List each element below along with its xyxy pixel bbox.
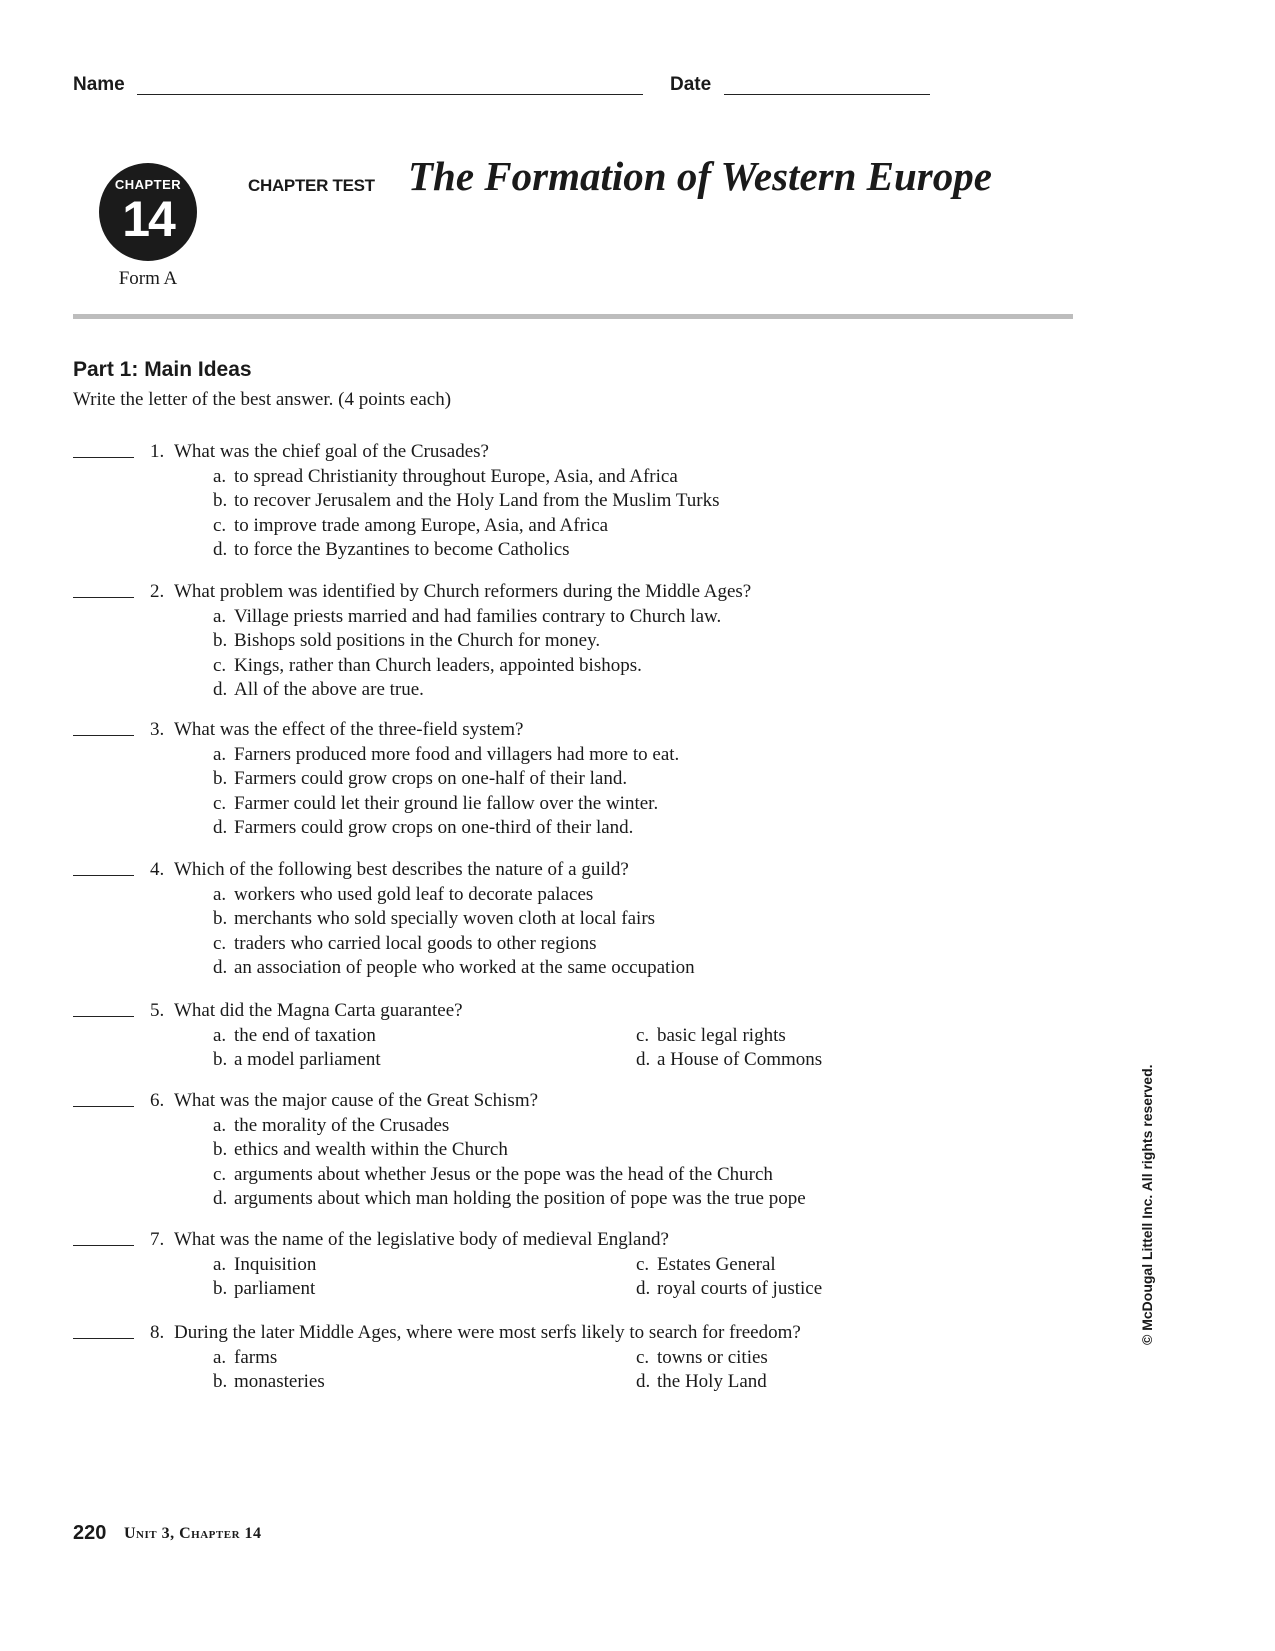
option-letter: c. (213, 1163, 227, 1185)
answer-blank-8[interactable] (73, 1338, 134, 1339)
option-text: Bishops sold positions in the Church for money. (234, 630, 601, 652)
option-text: a House of Commons (657, 1049, 823, 1071)
option-c (73, 932, 993, 957)
option-c (73, 1163, 993, 1188)
option-d (73, 956, 993, 981)
answer-blank-6[interactable] (73, 1106, 134, 1107)
question-number: 3. (150, 719, 165, 740)
instructions: Write the letter of the best answer. (4 points each) (73, 389, 452, 410)
question-number: 4. (150, 859, 165, 880)
option-text: farms (234, 1346, 278, 1368)
question-number: 1. (150, 441, 165, 462)
option-b (73, 629, 993, 654)
option-c (73, 792, 993, 817)
name-field[interactable] (137, 94, 643, 95)
option-letter: d. (213, 539, 228, 561)
option-text: to force the Byzantines to become Catholics (234, 539, 570, 561)
answer-blank-4[interactable] (73, 875, 134, 876)
option-text: Inquisition (234, 1253, 317, 1275)
option-letter: b. (213, 1371, 228, 1393)
option-letter: c. (213, 932, 227, 954)
option-d (73, 678, 993, 703)
question-2 (73, 580, 993, 703)
form-label: Form A (118, 268, 178, 289)
option-b (73, 1138, 993, 1163)
part-title: Part 1: Main Ideas (73, 358, 252, 381)
option-text: monasteries (234, 1371, 325, 1393)
option-letter: a. (213, 1024, 227, 1046)
question-text: Which of the following best describes the nature of a guild? (174, 859, 629, 880)
question-text: What problem was identified by Church reformers during the Middle Ages? (174, 581, 752, 602)
option-b (73, 767, 993, 792)
option-d (73, 538, 993, 563)
option-text: to improve trade among Europe, Asia, and Africa (234, 514, 609, 536)
question-number: 5. (150, 1000, 165, 1021)
option-a (73, 605, 993, 630)
page-number: 220 (73, 1522, 107, 1544)
option-a (73, 1114, 993, 1139)
option-letter: c. (213, 792, 227, 814)
option-text: Farmer could let their ground lie fallow over the winter. (234, 792, 659, 814)
option-letter: c. (636, 1024, 650, 1046)
question-1 (73, 440, 993, 563)
option-text: workers who used gold leaf to decorate palaces (234, 883, 594, 905)
option-letter: a. (213, 605, 227, 627)
option-letter: d. (636, 1278, 651, 1300)
option-letter: a. (213, 883, 227, 905)
option-text: parliament (234, 1278, 316, 1300)
option-text: All of the above are true. (234, 679, 424, 701)
option-letter: b. (213, 490, 228, 512)
option-text: an association of people who worked at the same occupation (234, 957, 695, 979)
option-text: royal courts of justice (657, 1278, 823, 1300)
option-text: Kings, rather than Church leaders, appointed bishops. (234, 654, 642, 676)
header-divider (73, 314, 1073, 319)
option-letter: d. (213, 1188, 228, 1210)
option-text: to spread Christianity throughout Europe, Asia, and Africa (234, 465, 678, 487)
question-5 (73, 999, 993, 1073)
option-text: ethics and wealth within the Church (234, 1139, 508, 1161)
answer-blank-5[interactable] (73, 1016, 134, 1017)
option-letter: a. (213, 465, 227, 487)
page-title: The Formation of Western Europe (408, 153, 992, 199)
option-text: traders who carried local goods to other regions (234, 932, 597, 954)
option-letter: c. (636, 1346, 650, 1368)
option-text: Estates General (657, 1253, 776, 1275)
chapter-badge (99, 163, 197, 261)
option-letter: d. (213, 957, 228, 979)
option-text: a model parliament (234, 1049, 381, 1071)
option-letter: c. (213, 514, 227, 536)
question-3 (73, 718, 993, 841)
name-label: Name (73, 74, 125, 95)
option-text: the end of taxation (234, 1024, 376, 1046)
answer-blank-3[interactable] (73, 735, 134, 736)
option-a (73, 883, 993, 908)
option-text: Farmers could grow crops on one-half of their land. (234, 768, 628, 790)
option-text: basic legal rights (657, 1024, 786, 1046)
option-letter: c. (213, 654, 227, 676)
question-number: 2. (150, 581, 165, 602)
copyright-notice: © McDougal Littell Inc. All rights reserved. (1139, 1064, 1155, 1345)
question-6 (73, 1089, 993, 1212)
option-letter: d. (636, 1371, 651, 1393)
date-label: Date (670, 74, 712, 95)
option-letter: d. (636, 1049, 651, 1071)
option-a (73, 743, 993, 768)
option-text: the morality of the Crusades (234, 1114, 450, 1136)
option-letter: b. (213, 908, 228, 930)
question-number: 8. (150, 1322, 165, 1343)
option-text: merchants who sold specially woven cloth at local fairs (234, 908, 656, 930)
question-text: What was the name of the legislative body of medieval England? (174, 1229, 669, 1250)
question-number: 6. (150, 1090, 165, 1111)
option-text: arguments about whether Jesus or the pope was the head of the Church (234, 1163, 773, 1185)
option-text: arguments about which man holding the position of pope was the true pope (234, 1188, 806, 1210)
answer-blank-2[interactable] (73, 597, 134, 598)
option-letter: a. (213, 1114, 227, 1136)
question-7 (73, 1228, 993, 1302)
option-letter: b. (213, 630, 228, 652)
option-d (73, 816, 993, 841)
chapter-badge-word: CHAPTER (114, 177, 182, 192)
option-b (73, 489, 993, 514)
option-letter: b. (213, 768, 228, 790)
chapter-number: 14 (122, 191, 174, 247)
answer-blank-1[interactable] (73, 457, 134, 458)
question-8 (73, 1321, 993, 1395)
option-text: the Holy Land (657, 1371, 767, 1393)
date-field[interactable] (724, 94, 930, 95)
question-text: What did the Magna Carta guarantee? (174, 1000, 463, 1021)
option-letter: b. (213, 1139, 228, 1161)
option-c (73, 514, 993, 539)
option-b (73, 907, 993, 932)
question-text: What was the chief goal of the Crusades? (174, 441, 489, 462)
question-number: 7. (150, 1229, 165, 1250)
question-text: What was the major cause of the Great Schism? (174, 1090, 539, 1111)
option-text: towns or cities (657, 1346, 768, 1368)
option-letter: a. (213, 1346, 227, 1368)
question-text: During the later Middle Ages, where were most serfs likely to search for freedom? (174, 1322, 801, 1343)
option-c (73, 654, 993, 679)
question-4 (73, 858, 993, 981)
question-text: What was the effect of the three-field system? (174, 719, 524, 740)
option-letter: b. (213, 1049, 228, 1071)
option-letter: a. (213, 1253, 227, 1275)
option-letter: c. (636, 1253, 650, 1275)
option-d (73, 1187, 993, 1212)
option-letter: b. (213, 1278, 228, 1300)
option-text: to recover Jerusalem and the Holy Land from the Muslim Turks (234, 490, 720, 512)
option-a (73, 465, 993, 490)
option-letter: d. (213, 817, 228, 839)
option-letter: d. (213, 679, 228, 701)
answer-blank-7[interactable] (73, 1245, 134, 1246)
option-text: Farmers could grow crops on one-third of their land. (234, 817, 634, 839)
option-text: Farners produced more food and villagers had more to eat. (234, 743, 680, 765)
unit-chapter-label: Unit 3, Chapter 14 (124, 1525, 262, 1542)
option-text: Village priests married and had families contrary to Church law. (234, 605, 722, 627)
option-letter: a. (213, 743, 227, 765)
chapter-test-label: CHAPTER TEST (248, 176, 375, 195)
